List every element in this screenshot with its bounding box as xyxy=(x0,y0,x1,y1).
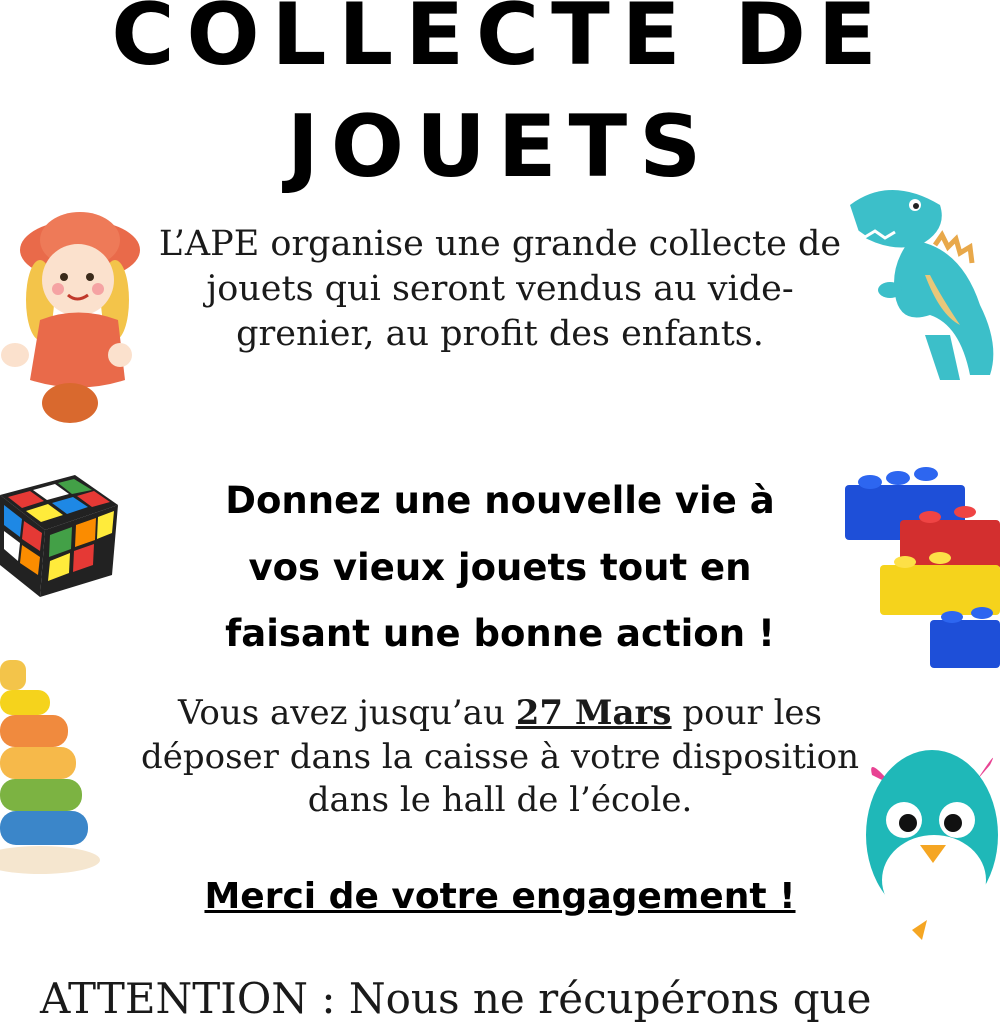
dinosaur-illustration xyxy=(830,175,1000,390)
deadline-paragraph xyxy=(140,692,860,823)
title-line-2: JOUETS xyxy=(286,97,714,197)
slogan xyxy=(150,468,850,668)
warning-text: ATTENTION : Nous ne récupérons que xyxy=(40,974,872,1023)
deadline-before: Vous avez jusqu’au xyxy=(177,693,516,733)
doll-illustration xyxy=(0,205,140,425)
rubiks-cube-illustration xyxy=(0,475,120,600)
deadline-after: pour les déposer dans la caisse à votre disposition dans le hall de l’école. xyxy=(140,693,860,821)
stacking-rings-illustration xyxy=(0,660,110,880)
deadline-date: 27 Mars xyxy=(515,693,672,733)
slogan-line-3: faisant une bonne action ! xyxy=(225,612,775,656)
title-line-1: COLLECTE DE xyxy=(111,0,889,85)
lego-bricks-illustration xyxy=(840,460,1000,675)
furby-illustration xyxy=(862,735,1000,945)
intro-paragraph: L’APE organise une grande collecte de jouets qui seront vendus au vide-grenier, au profit des enfants. xyxy=(158,224,842,354)
slogan-line-2: vos vieux jouets tout en xyxy=(248,545,752,589)
thanks-text: Merci de votre engagement ! xyxy=(204,876,796,917)
slogan-line-1: Donnez une nouvelle vie à xyxy=(225,479,775,522)
